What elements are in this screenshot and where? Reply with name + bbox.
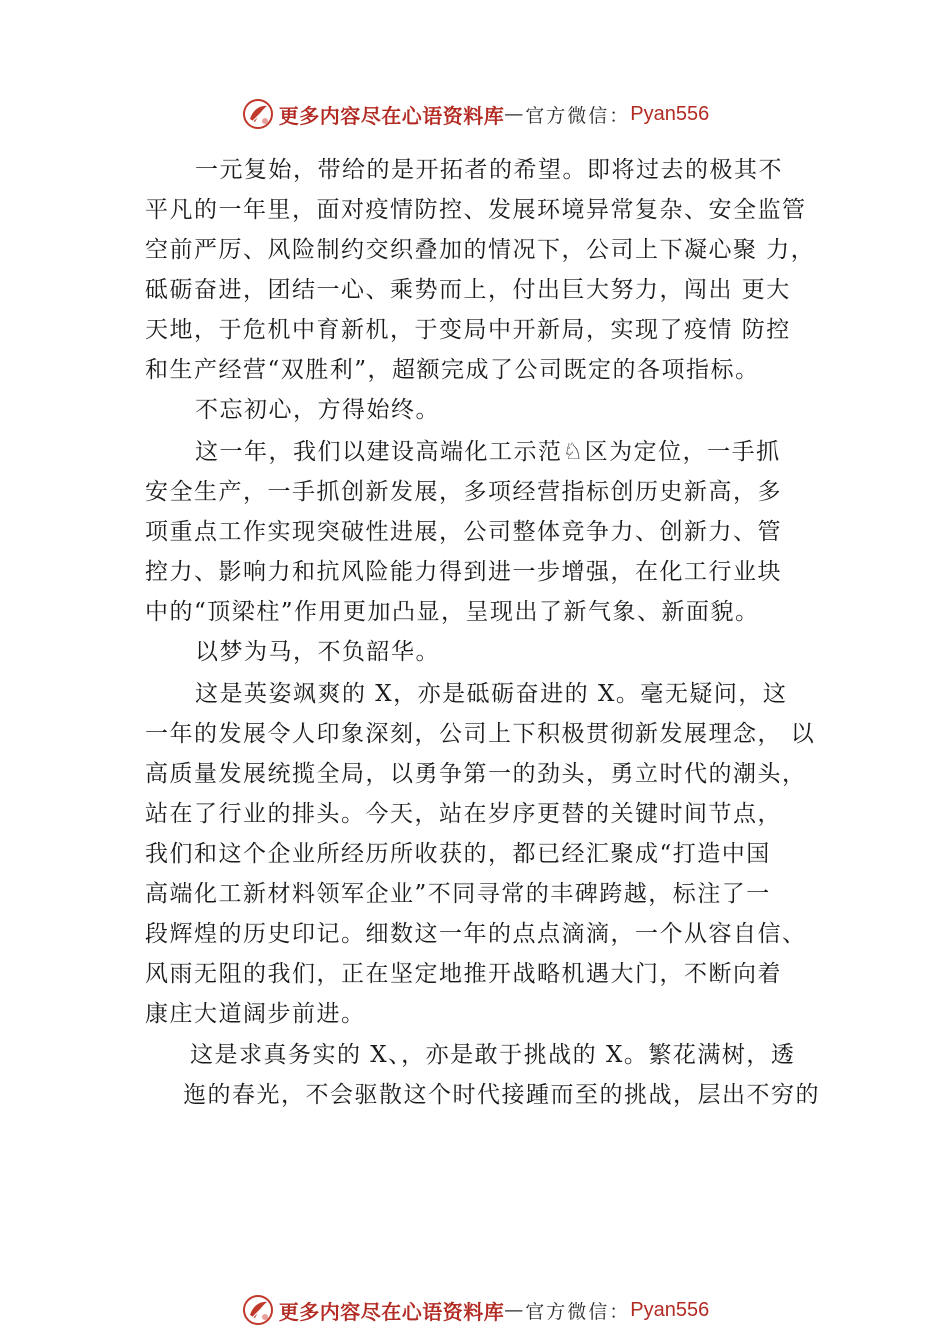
- footer-banner: [0, 1290, 950, 1330]
- text-line: 高端化工新材料领军企业”不同寻常的丰碑跨越，标注了一: [145, 881, 771, 907]
- banner-dash: —: [504, 1299, 526, 1321]
- text-line: 这一年，我们以建设高端化工示范♘区为定位，一手抓: [195, 439, 781, 465]
- text-line: 和生产经营“双胜利”，超额完成了公司既定的各项指标。: [145, 357, 760, 383]
- text-line: 高质量发展统揽全局，以勇争第一的劲头，勇立时代的潮头，: [145, 761, 807, 787]
- text-line: 一元复始，带给的是开拓者的希望。即将过去的极其不: [195, 157, 783, 183]
- text-line: 站在了行业的排头。今天，站在岁序更替的关键时间节点，: [145, 801, 782, 827]
- text-line: 这是求真务实的 X、，亦是敢于挑战的 X。繁花满树，透: [190, 1042, 796, 1068]
- text-line: 安全生产，一手抓创新发展，多项经营指标创历史新高，多: [145, 479, 782, 505]
- text-line: 风雨无阻的我们，正在坚定地推开战略机遇大门，不断向着: [145, 961, 782, 987]
- text-line: 平凡的一年里，面对疫情防控、发展环境异常复杂、安全监管: [145, 197, 807, 223]
- quill-logo-icon: [241, 1293, 275, 1327]
- text-line: 迤的春光，不会驱散这个时代接踵而至的挑战，层出不穷的: [183, 1082, 820, 1108]
- text-line: 这是英姿飒爽的 X，亦是砥砺奋进的 X。毫无疑问，这: [195, 681, 788, 707]
- text-line: 段辉煌的历史印记。细数这一年的点点滴滴，一个从容自信、: [145, 921, 807, 947]
- banner-wechat-id: Pyan556: [630, 102, 710, 125]
- text-line: 天地，于危机中育新机，于变局中开新局，实现了疫情 防控: [145, 317, 791, 343]
- text-line: 项重点工作实现突破性进展，公司整体竞争力、创新力、管: [145, 519, 782, 545]
- banner-dash: —: [504, 103, 526, 125]
- text-line: 空前严厉、风险制约交织叠加的情况下，公司上下凝心聚 力，: [145, 237, 816, 263]
- banner-title: 更多内容尽在心语资料库: [278, 1299, 505, 1324]
- text-line: 我们和这个企业所经历所收获的，都已经汇聚成“打造中国: [145, 841, 771, 867]
- text-line: 以梦为马，不负韶华。: [195, 639, 440, 665]
- text-line: 砥砺奋进，团结一心、乘势而上，付出巨大努力，闯出 更大: [145, 277, 791, 303]
- text-line: 一年的发展令人印象深刻，公司上下积极贯彻新发展理念， 以: [145, 721, 816, 747]
- header-banner: [0, 94, 950, 134]
- banner-title: 更多内容尽在心语资料库: [278, 103, 505, 128]
- text-line: 中的“顶梁柱”作用更加凸显，呈现出了新气象、新面貌。: [145, 599, 760, 625]
- banner-wechat-id: Pyan556: [630, 1298, 710, 1321]
- banner-wechat-label: 官方微信：: [525, 1300, 631, 1323]
- text-line: 不忘初心，方得始终。: [195, 397, 440, 423]
- text-line: 康庄大道阔步前进。: [145, 1001, 366, 1027]
- quill-logo-icon: [241, 97, 275, 131]
- text-line: 控力、影响力和抗风险能力得到进一步增强，在化工行业块: [145, 559, 782, 585]
- banner-wechat-label: 官方微信：: [525, 104, 631, 127]
